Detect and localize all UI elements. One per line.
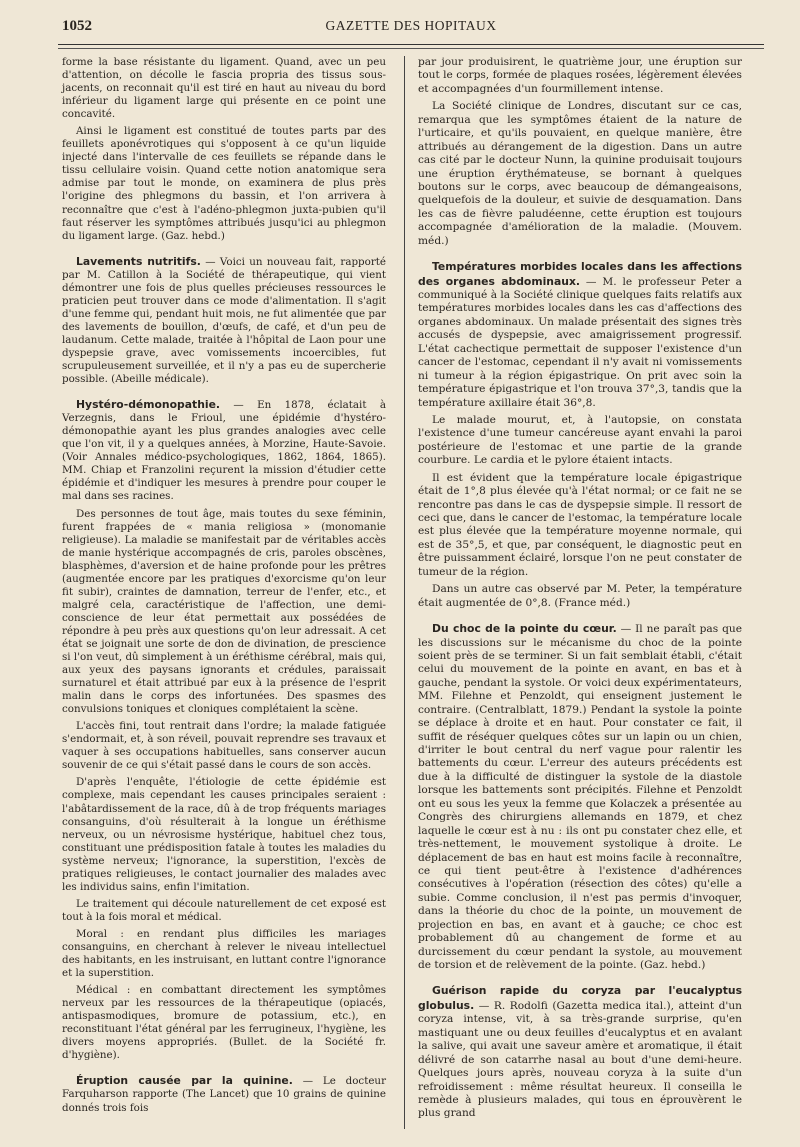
paragraph: Il est évident que la température locale épigastrique était de 1°,8 plus élevée qu'à l'état normal; or ce fait ne se rencontre pas dans le cas de dyspepsie simple. Il ressort de ceci que, dans le cancer de l'estomac, la température locale est plus élevée que la température moyenne normale, qui est de 35°,5, et que, par conséquent, le diagnostic peut en être puissamment éclairé, lorsque l'on ne peut constater de tumeur de la région.	[418, 471, 742, 578]
article-paragraph	[62, 1074, 386, 1114]
article-heading: Températures morbides locales dans les affections des organes abdominaux.	[418, 260, 742, 288]
paragraph: par jour produisirent, le quatrième jour, une éruption sur tout le corps, formée de plaques rosées, légèrement élevées et accompagnées d'un fourmillement intense.	[418, 56, 742, 95]
article-text: — Voici un nouveau fait, rapporté par M. Catillon à la Société de thérapeutique, qui vient démontrer une fois de plus quelles précieuses ressources le praticien peut trouver dans ce mode d'alimentation. Il s'agit d'une femme qui, pendant huit mois, ne fut alimentée que par des lavements de bouillon, d'œufs, de café, et d'un peu de laudanum. Cette malade, traitée à l'hôpital de Laon pour une dyspepsie grave, avec vomissements incoercibles, fut scrupuleusement surveillée, et il n'y a pas eu de supercherie possible. (Abeille médicale).	[62, 255, 386, 386]
paragraph: Des personnes de tout âge, mais toutes du sexe féminin, furent frappées de « mania religiosa » (monomanie religieuse). La maladie se manifestait par de véritables accès de manie hystérique accompagnés de cris, paroles obscènes, blasphèmes, d'aversion et de haine profonde pour les prêtres (augmentée encore par les pratiques d'exorcisme qu'on leur fit subir), craintes de damnation, terreur de l'enfer, etc., et malgré cela, caractéristique de l'affection, une demi-conscience de leur état permettait aux possédées de répondre à peu près aux questions qu'on leur adressait. A cet état se joignait une sorte de don de divination, de prescience si l'on veut, dû simplement à un éréthisme cérébral, mais qui, aux yeux des paysans ignorants et crédules, paraissait surnaturel et était attribué par eux à la présence de l'esprit malin dans le corps des infortunées. Des spasmes des convulsions toniques et cloniques complétaient la scène.	[62, 507, 386, 716]
article-paragraph	[418, 622, 742, 972]
column-separator	[404, 56, 405, 1129]
article-paragraph	[418, 260, 742, 410]
article-heading: Éruption causée par la quinine.	[76, 1074, 293, 1088]
paragraph: Le traitement qui découle naturellement de cet exposé est tout à la fois moral et médical.	[62, 897, 386, 923]
article-text: — Il ne paraît pas que les discussions sur le mécanisme du choc de la pointe soient près de se terminer. Si un fait semblait établi, c'était celui du mouvement de la pointe en avant, en bas et à gauche, pendant la systole. Or voici deux expérimentateurs, MM. Filehne et Penzoldt, qui enseignent justement le contraire. (Centralblatt, 1879.) Pendant la systole la pointe se déplace à droite et en haut. Pour constater ce fait, il suffit de réséquer quelques côtes sur un lapin ou un chien, d'irriter le bout central du nerf vague pour ralentir les battements du cœur. L'erreur des auteurs précédents est due à la difficulté de distinguer la systole de la diastole lorsque les battements sont précipités. Filehne et Penzoldt ont eu sous les yeux la femme que Kolaczek a présentée au Congrès des chirurgiens allemands en 1879, et chez laquelle le cœur est à nu : ils ont pu constater chez elle, et très-nettement, le mouvement systolique à droite. Le déplacement de bas en haut est moins facile à reconnaître, ce qui tient peut-être à l'existence d'adhérences consécutives à l'opération (résection des côtes) qu'elle a subie. Comme conclusion, il n'est pas permis d'invoquer, dans la théorie du choc de la pointe, un mouvement de projection en bas, en avant et à gauche; ce choc est probablement dû au changement de forme et au durcissement du cœur pendant la systole, au mouvement de torsion et de relèvement de la pointe. (Gaz. hebd.)	[418, 623, 742, 971]
article-paragraph	[418, 984, 742, 1120]
article-text: — Le docteur Farquharson rapporte (The Lancet) que 10 grains de quinine donnés trois fois	[62, 1075, 386, 1114]
paragraph: Médical : en combattant directement les symptômes nerveux par les ressources de la thérapeutique (opiacés, antispasmodiques, bromure de potassium, etc.), en reconstituant l'état général par les ferrugineux, l'hygiène, les divers moyens appropriés. (Bullet. de la Société fr. d'hygiène).	[62, 984, 386, 1062]
paragraph: Ainsi le ligament est constitué de toutes parts par des feuillets aponévrotiques qui s'opposent à ce qu'un liquide injecté dans l'intervalle de ces feuillets se répande dans le tissu cellulaire voisin. Quand cette notion anatomique sera admise par tout le monde, on examinera de plus près l'origine des phlegmons du bassin, et l'on arrivera à reconnaître que c'est à l'adéno-phlegmon juxta-pubien qu'il faut réserver les symptômes attribués jusqu'ici au phlegmon du ligament large. (Gaz. hebd.)	[62, 125, 386, 242]
article-heading: Guérison rapide du coryza par l'eucalyptus globulus.	[418, 984, 742, 1012]
article-text: — R. Rodolfi (Gazetta medica ital.), atteint d'un coryza intense, vit, à sa très-grande surprise, qu'en mastiquant une ou deux feuilles d'eucalyptus et en avalant la salive, qui avait une saveur amère et aromatique, il était délivré de son catarrhe nasal au bout d'une demi-heure. Quelques jours après, nouveau coryza à la suite d'un refroidissement : même résultat heureux. Il conseilla le remède à plusieurs malades, qui tous en éprouvèrent le plus grand	[418, 999, 742, 1120]
header-rule	[58, 44, 764, 45]
page-number: 1052	[62, 18, 92, 34]
left-column	[62, 56, 386, 1119]
paragraph: D'après l'enquête, l'étiologie de cette épidémie est complexe, mais cependant les causes principales seraient : l'abâtardissement de la race, dû à de trop fréquents mariages consanguins, d'où résulterait à la longue un éréthisme nerveux, ou un névrosisme hystérique, habituel chez tous, constituant une prédisposition fatale à toutes les maladies du système nerveux; l'ignorance, la superstition, l'excès de pratiques religieuses, le contact journalier des malades avec les individus sains, enfin l'imitation.	[62, 776, 386, 893]
article-heading: Lavements nutritifs.	[76, 254, 201, 268]
paragraph: Moral : en rendant plus difficiles les mariages consanguins, en cherchant à relever le niveau intellectuel des habitants, en les instruisant, en luttant contre l'ignorance et la superstition.	[62, 927, 386, 980]
paragraph: La Société clinique de Londres, discutant sur ce cas, remarqua que les symptômes étaient de la nature de l'urticaire, et qu'ils pouvaient, en quelque manière, être attribués au dérangement de la digestion. Dans un autre cas cité par le docteur Nunn, la quinine produisait toujours une éruption érythémateuse, se bornant à quelques boutons sur le corps, avec beaucoup de démangeaisons, quelquefois de la douleur, et suivie de desquamation. Dans les cas de fièvre paludéenne, cette éruption est toujours accompagnée d'amélioration de la maladie. (Mouvem. méd.)	[418, 100, 742, 247]
paragraph: forme la base résistante du ligament. Quand, avec un peu d'attention, on décolle le fascia propria des tissus sous-jacents, on reconnait qu'il est tiré en haut au niveau du bord inférieur du ligament large qui présente en ce point une concavité.	[62, 56, 386, 121]
article-text: — M. le professeur Peter a communiqué à la Société clinique quelques faits relatifs aux températures morbides locales dans les cas d'affections des organes abdominaux. Un malade présentait des signes très accusés de dyspepsie, avec amaigrissement progressif. L'état cachectique permettait de supposer l'existence d'un cancer de l'estomac, cependant il n'y avait ni vomissements ni tumeur à la région épigastrique. On prit avec soin la température épigastrique et l'on trouva 37°,3, tandis que la température axillaire était 36°,8.	[418, 275, 742, 409]
article-paragraph	[62, 255, 386, 386]
right-column	[418, 56, 742, 1125]
article-paragraph	[62, 398, 386, 503]
article-heading: Du choc de la pointe du cœur.	[432, 622, 617, 636]
paragraph: Dans un autre cas observé par M. Peter, la température était augmentée de 0°,8. (France méd.)	[418, 583, 742, 609]
journal-title: GAZETTE DES HOPITAUX	[325, 18, 497, 33]
paragraph: Le malade mourut, et, à l'autopsie, on constata l'existence d'une tumeur cancéreuse ayant envahi la paroi postérieure de l'estomac et une partie de la grande courbure. Le cardia et le pylore étaient intacts.	[418, 413, 742, 467]
header-rule-thin	[58, 48, 764, 49]
article-text: — En 1878, éclatait à Verzegnis, dans le Frioul, une épidémie d'hystéro-démonopathie ayant les plus grandes analogies avec celle que l'on vit, il y a quelques années, à Morzine, Haute-Savoie. (Voir Annales médico-psychologiques, 1862, 1864, 1865). MM. Chiap et Franzolini reçurent la mission d'étudier cette épidémie et d'indiquer les mesures à prendre pour couper le mal dans ses racines.	[62, 399, 387, 503]
article-heading: Hystéro-démonopathie.	[76, 398, 221, 412]
paragraph: L'accès fini, tout rentrait dans l'ordre; la malade fatiguée s'endormait, et, à son réveil, pouvait reprendre ses travaux et vaquer à ses occupations habituelles, sans conserver aucun souvenir de ce qui s'était passé dans le cours de son accès.	[62, 720, 386, 772]
page-header	[62, 14, 760, 38]
